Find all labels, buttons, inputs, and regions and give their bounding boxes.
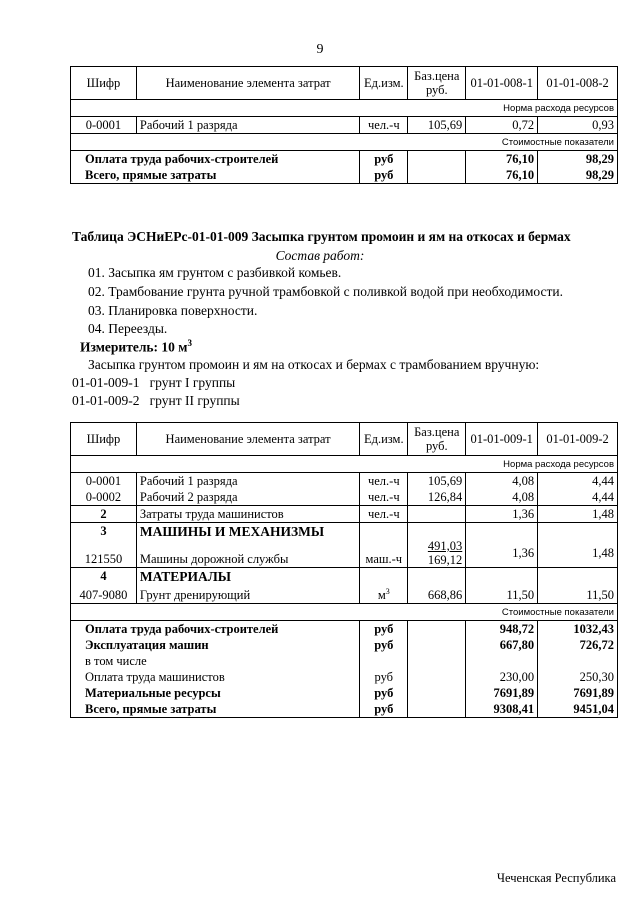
cell-unit: чел.-ч — [360, 506, 408, 523]
cell-v2: 11,50 — [538, 584, 618, 604]
table-row — [71, 489, 618, 506]
cell-code: 0-0001 — [71, 117, 137, 134]
total-unit: руб — [360, 669, 408, 685]
cost-label: Стоимостные показатели — [71, 134, 618, 151]
estimate-table-009 — [70, 422, 618, 718]
header-unit: Ед.изм. — [360, 423, 408, 456]
section-heading: МАШИНЫ И МЕХАНИЗМЫ — [136, 523, 359, 540]
total-row — [71, 621, 618, 638]
cell-price: 668,86 — [408, 584, 466, 604]
total-name: Всего, прямые затраты — [71, 701, 360, 718]
cell-v1: 1,36 — [466, 539, 538, 568]
header-col1: 01-01-009-1 — [466, 423, 538, 456]
total-row — [71, 685, 618, 701]
header-name: Наименование элемента затрат — [136, 423, 359, 456]
cell-v2: 1,48 — [538, 506, 618, 523]
table-row — [71, 473, 618, 490]
total-name: Всего, прямые затраты — [71, 167, 360, 184]
section-number: 3 — [71, 523, 137, 540]
header-col1: 01-01-008-1 — [466, 67, 538, 100]
total-unit: руб — [360, 637, 408, 653]
cell-unit: маш.-ч — [360, 539, 408, 568]
total-v1: 9308,41 — [466, 701, 538, 718]
total-name: Оплата труда рабочих-строителей — [71, 151, 360, 168]
measure-unit: Измеритель: 10 $м^3$ — [80, 338, 192, 355]
cell-v1: 1,36 — [466, 506, 538, 523]
cell-v1: 4,08 — [466, 473, 538, 490]
table-row — [71, 506, 618, 523]
cell-price: 491,03 169,12 — [408, 539, 466, 568]
cell-v2: 4,44 — [538, 489, 618, 506]
total-row — [71, 701, 618, 718]
cost-label: Стоимостные показатели — [71, 604, 618, 621]
variant-1: 01-01-009-1 грунт I группы — [72, 375, 236, 390]
section-heading: МАТЕРИАЛЫ — [136, 568, 359, 585]
cell-unit: чел.-ч — [360, 117, 408, 134]
total-v1: 948,72 — [466, 621, 538, 638]
header-code: Шифр — [71, 423, 137, 456]
cell-name: Рабочий 2 разряда — [136, 489, 359, 506]
table-row — [71, 584, 618, 604]
cell-v2: 4,44 — [538, 473, 618, 490]
estimate-table-008 — [70, 66, 618, 184]
total-v2: 250,30 — [538, 669, 618, 685]
work-description: Засыпка грунтом промоин и ям на откосах и бермах с трамбованием вручную: — [88, 357, 540, 372]
cell-v2: 1,48 — [538, 539, 618, 568]
variant-2: 01-01-009-2 грунт II группы — [72, 393, 240, 408]
cell-v1: 0,72 — [466, 117, 538, 134]
section-number: 4 — [71, 568, 137, 585]
total-unit: руб — [360, 701, 408, 718]
total-v1: 76,10 — [466, 151, 538, 168]
table-header-row — [71, 423, 618, 456]
work-step: 03. Планировка поверхности. — [88, 303, 258, 318]
table-header-row — [71, 67, 618, 100]
total-v1: 667,80 — [466, 637, 538, 653]
cell-name: Рабочий 1 разряда — [136, 117, 359, 134]
total-v1: 76,10 — [466, 167, 538, 184]
header-code: Шифр — [71, 67, 137, 100]
cell-v1: 11,50 — [466, 584, 538, 604]
page-number: 9 — [316, 42, 324, 57]
total-name: Материальные ресурсы — [71, 685, 360, 701]
total-unit: руб — [360, 167, 408, 184]
total-row — [71, 669, 618, 685]
cell-unit: $м^3$ — [360, 584, 408, 604]
footer-region: Чеченская Республика — [496, 871, 616, 885]
total-row — [71, 167, 618, 184]
table-row — [71, 117, 618, 134]
cell-name: Затраты труда машинистов — [136, 506, 359, 523]
table-row — [71, 539, 618, 568]
cell-name: Грунт дренирующий — [136, 584, 359, 604]
cell-price: 105,69 — [408, 473, 466, 490]
total-name: Оплата труда рабочих-строителей — [71, 621, 360, 638]
total-v2: 1032,43 — [538, 621, 618, 638]
norma-label: Норма расхода ресурсов — [71, 456, 618, 473]
cell-name: Машины дорожной службы — [136, 539, 359, 568]
total-unit: руб — [360, 621, 408, 638]
total-row — [71, 151, 618, 168]
header-name: Наименование элемента затрат — [136, 67, 359, 100]
cell-code: 0-0001 — [71, 473, 137, 490]
total-unit: руб — [360, 685, 408, 701]
header-col2: 01-01-009-2 — [538, 423, 618, 456]
section-row — [71, 523, 618, 540]
header-unit: Ед.изм. — [360, 67, 408, 100]
header-price: Баз.цена руб. — [408, 67, 466, 100]
cell-unit: чел.-ч — [360, 489, 408, 506]
cell-code: 0-0002 — [71, 489, 137, 506]
cell-code: 407-9080 — [71, 584, 137, 604]
cell-name: Рабочий 1 разряда — [136, 473, 359, 490]
total-v1: 7691,89 — [466, 685, 538, 701]
total-v2: 98,29 — [538, 151, 618, 168]
total-row — [71, 653, 618, 669]
total-row — [71, 637, 618, 653]
total-v2: 726,72 — [538, 637, 618, 653]
total-v2: 98,29 — [538, 167, 618, 184]
work-step: 04. Переезды. — [88, 321, 168, 336]
total-v1: 230,00 — [466, 669, 538, 685]
work-step: 02. Трамбование грунта ручной трамбовкой с поливкой водой при необходимости. — [88, 284, 563, 299]
norma-label: Норма расхода ресурсов — [71, 100, 618, 117]
total-v2: 9451,04 — [538, 701, 618, 718]
cell-v2: 0,93 — [538, 117, 618, 134]
cell-price: 126,84 — [408, 489, 466, 506]
cell-unit: чел.-ч — [360, 473, 408, 490]
total-name: Эксплуатация машин — [71, 637, 360, 653]
cell-code: 2 — [71, 506, 137, 523]
total-unit: руб — [360, 151, 408, 168]
section-row — [71, 568, 618, 585]
cell-code: 121550 — [71, 539, 137, 568]
total-v2: 7691,89 — [538, 685, 618, 701]
total-name: Оплата труда машинистов — [71, 669, 360, 685]
cell-price: 105,69 — [408, 117, 466, 134]
composition-title: Состав работ: — [275, 248, 365, 263]
total-name: в том числе — [71, 653, 360, 669]
header-col2: 01-01-008-2 — [538, 67, 618, 100]
cell-v1: 4,08 — [466, 489, 538, 506]
work-step: 01. Засыпка ям грунтом с разбивкой комьев. — [88, 265, 342, 280]
header-price: Баз.цена руб. — [408, 423, 466, 456]
section-title: Таблица ЭСНиЕРс-01-01-009 Засыпка грунтом промоин и ям на откосах и бермах — [72, 229, 571, 244]
